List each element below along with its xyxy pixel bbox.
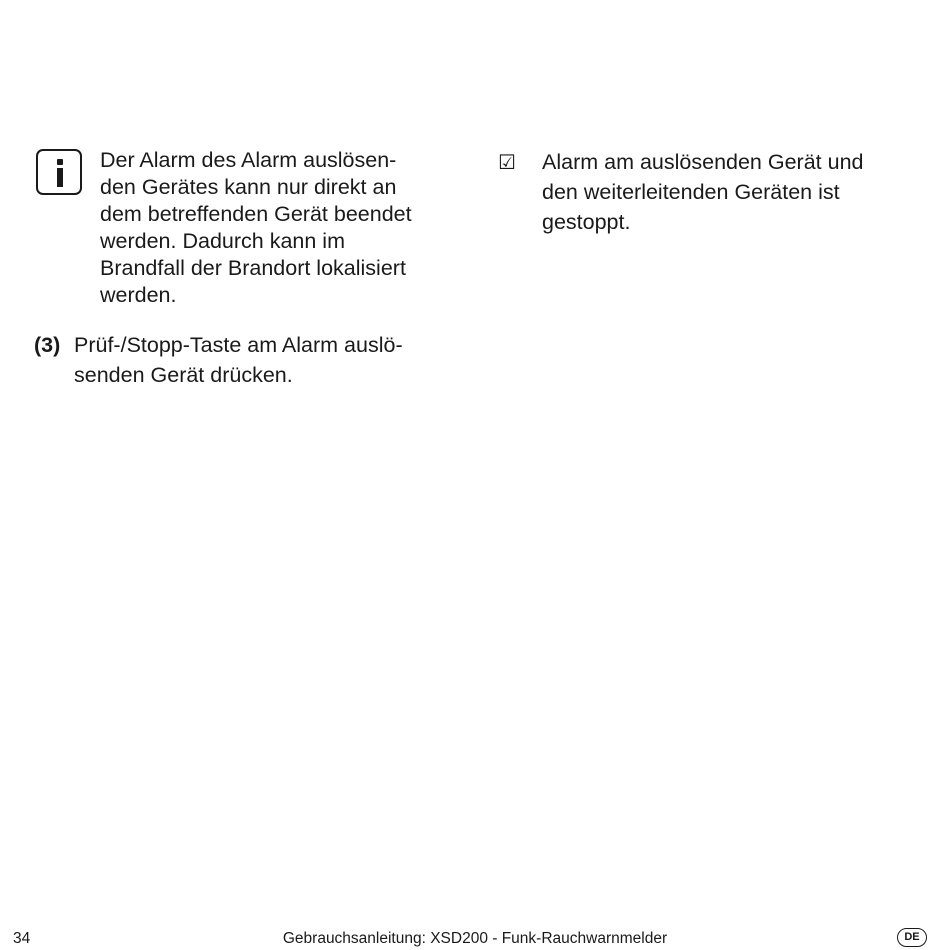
result-line: gestoppt. [542,210,631,234]
info-note-line: dem betreffenden Gerät beendet [100,202,412,226]
result-line: Alarm am auslösenden Gerät und [542,150,864,174]
info-note-line: werden. Dadurch kann im [100,229,345,253]
step-number: (3) [34,333,61,357]
document-title: Gebrauchsanleitung: XSD200 - Funk-Rauchwarnmelder [282,930,668,947]
page-number: 34 [13,930,31,947]
info-note-text [100,147,460,309]
step-line: senden Gerät drücken. [74,363,293,387]
info-note-line: werden. [100,283,177,307]
result-line: den weiterleitenden Geräten ist [542,180,840,204]
page-footer [0,926,950,950]
info-note-line: Der Alarm des Alarm auslösen- [100,148,397,172]
info-icon [36,149,82,195]
step-line: Prüf-/Stopp-Taste am Alarm auslö- [74,333,403,357]
info-note-line: den Gerätes kann nur direkt an [100,175,397,199]
result-text [542,147,912,237]
language-badge: DE [897,928,927,947]
checkbox-checked-icon: ☑ [498,150,516,174]
info-note-line: Brandfall der Brandort lokalisiert [100,256,406,280]
step-text [74,330,464,390]
